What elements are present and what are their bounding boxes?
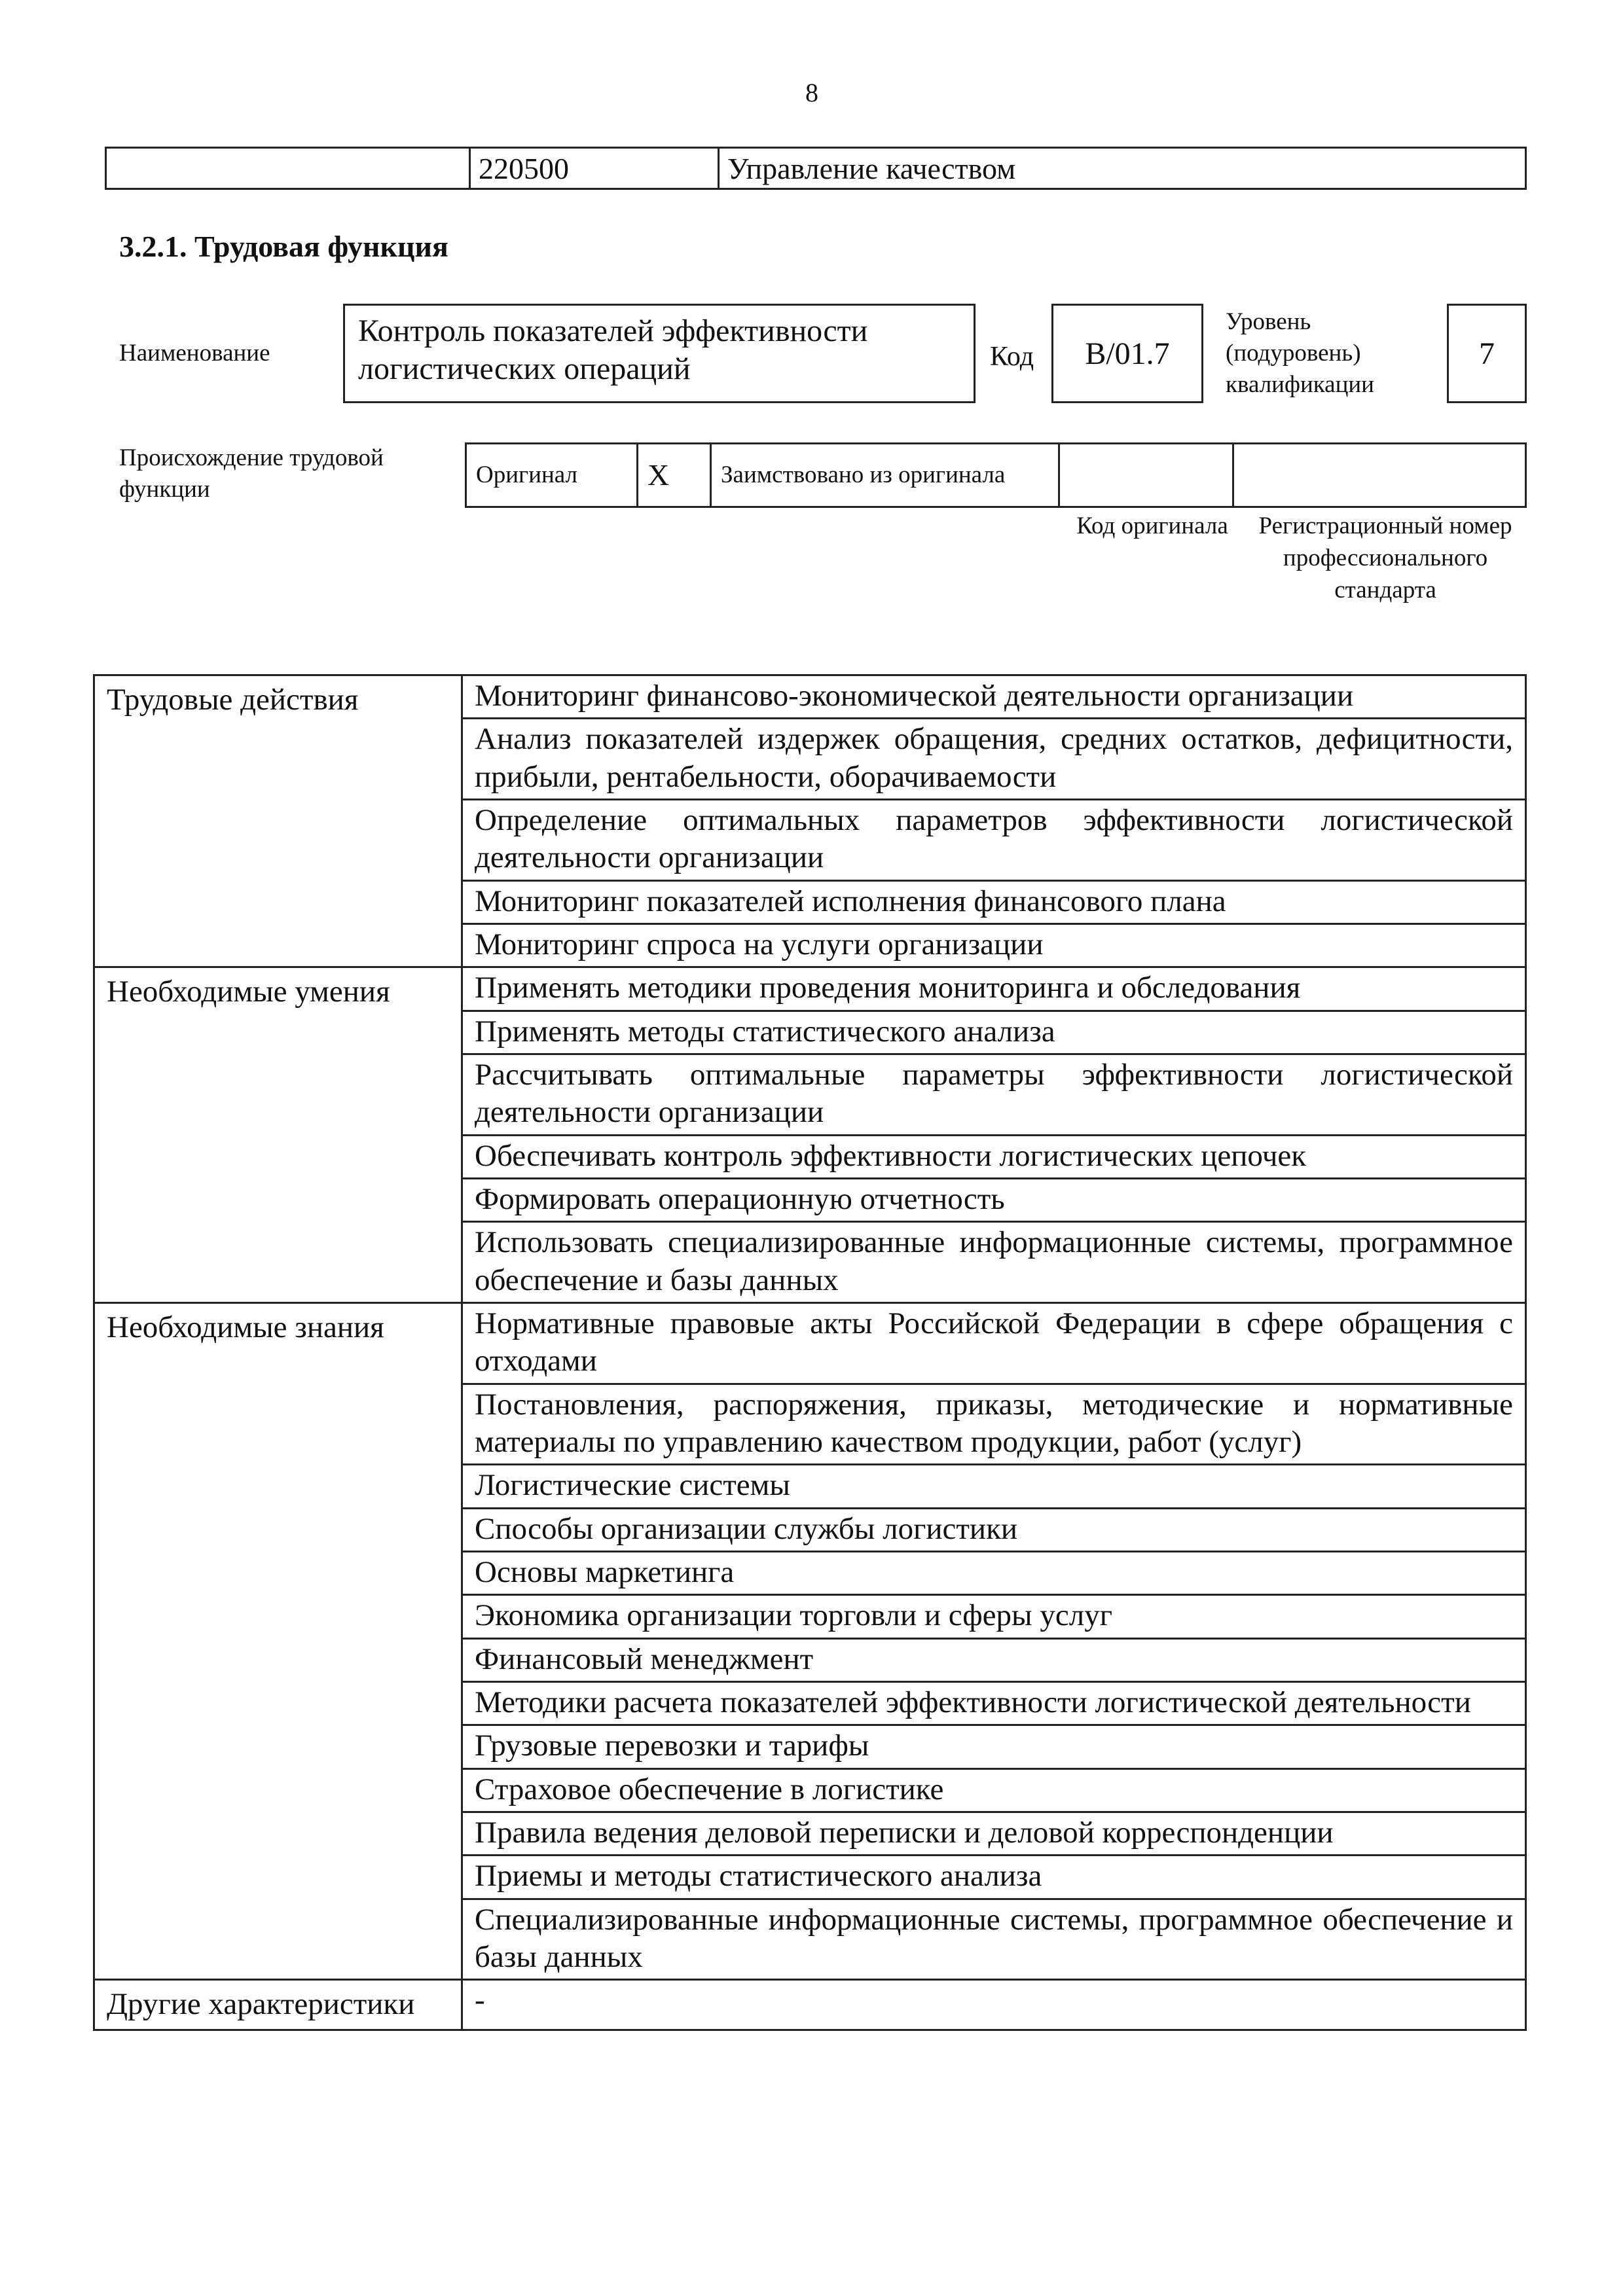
table-row	[94, 1980, 1526, 2030]
code-label: Код	[990, 342, 1034, 372]
code-original-caption: Код оригинала	[1076, 512, 1228, 539]
reg-number-caption: Регистрационный номер профессионального стандарта	[1258, 512, 1512, 603]
original-mark: X	[638, 444, 711, 507]
list-item: Приемы и методы статистического анализа	[462, 1856, 1526, 1899]
name-label: Наименование	[119, 340, 270, 367]
function-code-value: B/01.7	[1051, 304, 1203, 403]
list-item: Страховое обеспечение в логистике	[462, 1768, 1526, 1812]
list-item: Анализ показателей издержек обращения, средних остатков, дефицитности, прибыли, рентабельности, оборачиваемости	[462, 719, 1526, 800]
origin-table	[465, 442, 1527, 508]
category-actions: Трудовые действия	[94, 675, 462, 967]
function-name-value: Контроль показателей эффективности логистических операций	[343, 304, 976, 403]
list-item: Обеспечивать контроль эффективности логистических цепочек	[462, 1135, 1526, 1178]
category-other: Другие характеристики	[94, 1980, 462, 2030]
list-item: Финансовый менеджмент	[462, 1638, 1526, 1681]
list-item: Способы организации службы логистики	[462, 1508, 1526, 1551]
list-item: Специализированные информационные системы, программное обеспечение и базы данных	[462, 1899, 1526, 1980]
table-row	[94, 967, 1526, 1011]
list-item: Использовать специализированные информационные системы, программное обеспечение и базы данных	[462, 1222, 1526, 1303]
list-item: Грузовые перевозки и тарифы	[462, 1725, 1526, 1768]
list-item: Определение оптимальных параметров эффективности логистической деятельности организации	[462, 799, 1526, 880]
list-item: Применять методики проведения мониторинга и обследования	[462, 967, 1526, 1011]
list-item: Основы маркетинга	[462, 1551, 1526, 1594]
origin-label: Происхождение трудовой функции	[119, 444, 384, 503]
top-row-table	[105, 147, 1527, 190]
level-value: 7	[1447, 304, 1527, 403]
level-label: Уровень (подуровень) квалификации	[1226, 308, 1374, 399]
function-details-table	[93, 674, 1527, 2031]
list-item: Правила ведения деловой переписки и деловой корреспонденции	[462, 1812, 1526, 1855]
table-row	[94, 675, 1526, 719]
reg-number-cell	[1233, 444, 1526, 507]
list-item: Формировать операционную отчетность	[462, 1178, 1526, 1221]
list-item: Постановления, распоряжения, приказы, методические и нормативные материалы по управлению качеством продукции, работ (услуг)	[462, 1384, 1526, 1465]
list-item: Мониторинг финансово-экономической деятельности организации	[462, 675, 1526, 719]
top-row-code: 220500	[470, 148, 719, 189]
section-title: 3.2.1. Трудовая функция	[119, 230, 448, 263]
list-item: Мониторинг показателей исполнения финансового плана	[462, 880, 1526, 924]
list-item: Применять методы статистического анализа	[462, 1011, 1526, 1054]
list-item: Мониторинг спроса на услуги организации	[462, 924, 1526, 967]
list-item: Нормативные правовые акты Российской Федерации в сфере обращения с отходами	[462, 1302, 1526, 1384]
list-item: Логистические системы	[462, 1465, 1526, 1508]
list-item: -	[462, 1980, 1526, 2030]
category-skills: Необходимые умения	[94, 967, 462, 1303]
list-item: Методики расчета показателей эффективности логистической деятельности	[462, 1681, 1526, 1725]
original-label: Оригинал	[466, 444, 638, 507]
page-number: 8	[805, 78, 818, 107]
code-original-cell	[1059, 444, 1233, 507]
borrowed-label: Заимствовано из оригинала	[711, 444, 1059, 507]
top-row-name: Управление качеством	[719, 148, 1526, 189]
top-row-empty-cell	[106, 148, 470, 189]
list-item: Экономика организации торговли и сферы услуг	[462, 1595, 1526, 1638]
category-knowledge: Необходимые знания	[94, 1302, 462, 1979]
table-row	[94, 1302, 1526, 1384]
list-item: Рассчитывать оптимальные параметры эффективности логистической деятельности организации	[462, 1054, 1526, 1135]
